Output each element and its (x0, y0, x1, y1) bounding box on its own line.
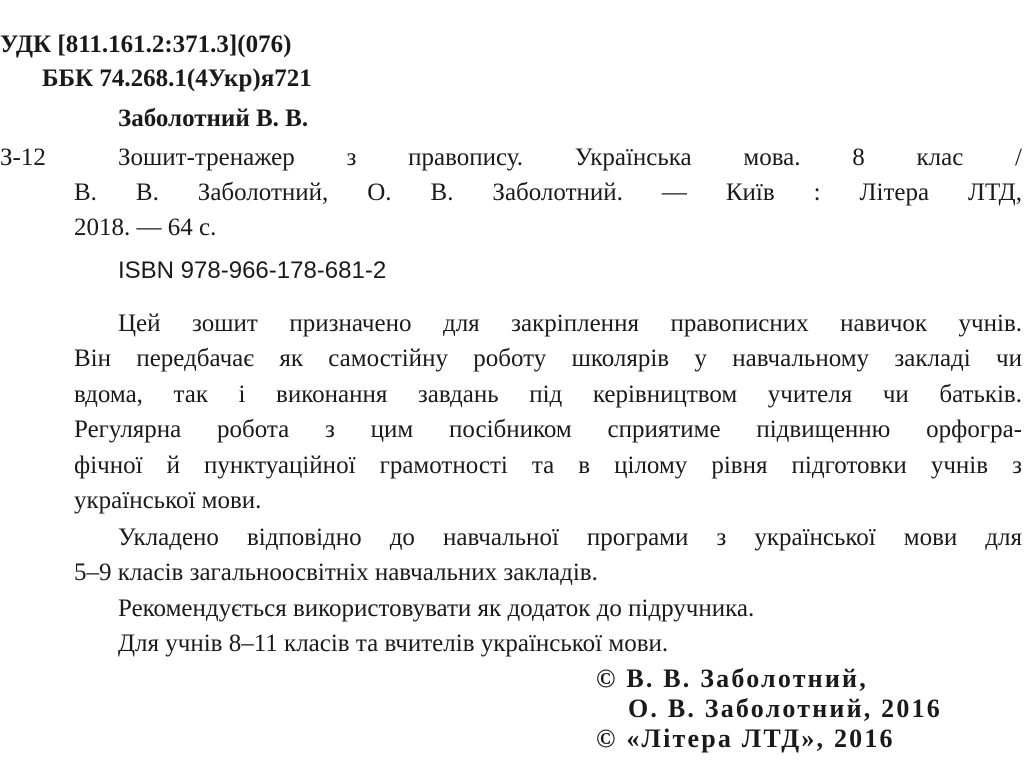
udk-code: УДК [811.161.2:371.3](076) (0, 31, 292, 58)
annotation-line: Рекомендується використовувати як додаток до підручника. (118, 595, 755, 622)
copyright-line-3: © «Літера ЛТД», 2016 (596, 724, 895, 753)
annotation-line: вдома, так і виконання завдань під керівництвом учителя чи батьків. (74, 381, 1022, 408)
annotation-line: 5–9 класів загальноосвітніх навчальних закладів. (74, 559, 598, 586)
catalog-code: З-12 (0, 144, 46, 171)
annotation-line: фічної й пунктуаційної грамотності та в цілому рівня підготовки учнів з (74, 452, 1022, 479)
annotation-line: Регулярна робота з цим посібником сприятиме підвищенню орфогра- (74, 416, 1022, 443)
bbk-code: ББК 74.268.1(4Укр)я721 (42, 65, 312, 92)
annotation-line: української мови. (74, 487, 262, 514)
author-heading: Заболотний В. В. (118, 105, 309, 132)
annotation-line: Укладено відповідно до навчальної програми з української мови для (118, 524, 1022, 551)
bibliographic-line-1: Зошит-тренажер з правопису. Українська мова. 8 клас / (118, 144, 1022, 171)
copyright-line-2: О. В. Заболотний, 2016 (628, 694, 942, 723)
annotation-line: Він передбачає як самостійну роботу школярів у навчальному закладі чи (74, 345, 1022, 372)
bibliographic-line-2: В. В. Заболотний, О. В. Заболотний. — Київ : Літера ЛТД, (74, 179, 1022, 206)
isbn: ISBN 978-966-178-681-2 (118, 257, 387, 284)
copyright-line-1: © В. В. Заболотний, (596, 664, 868, 693)
annotation-line: Для учнів 8–11 класів та вчителів української мови. (118, 630, 669, 657)
annotation-line: Цей зошит призначено для закріплення правописних навичок учнів. (118, 310, 1022, 337)
bibliographic-line-3: 2018. — 64 с. (74, 214, 217, 241)
